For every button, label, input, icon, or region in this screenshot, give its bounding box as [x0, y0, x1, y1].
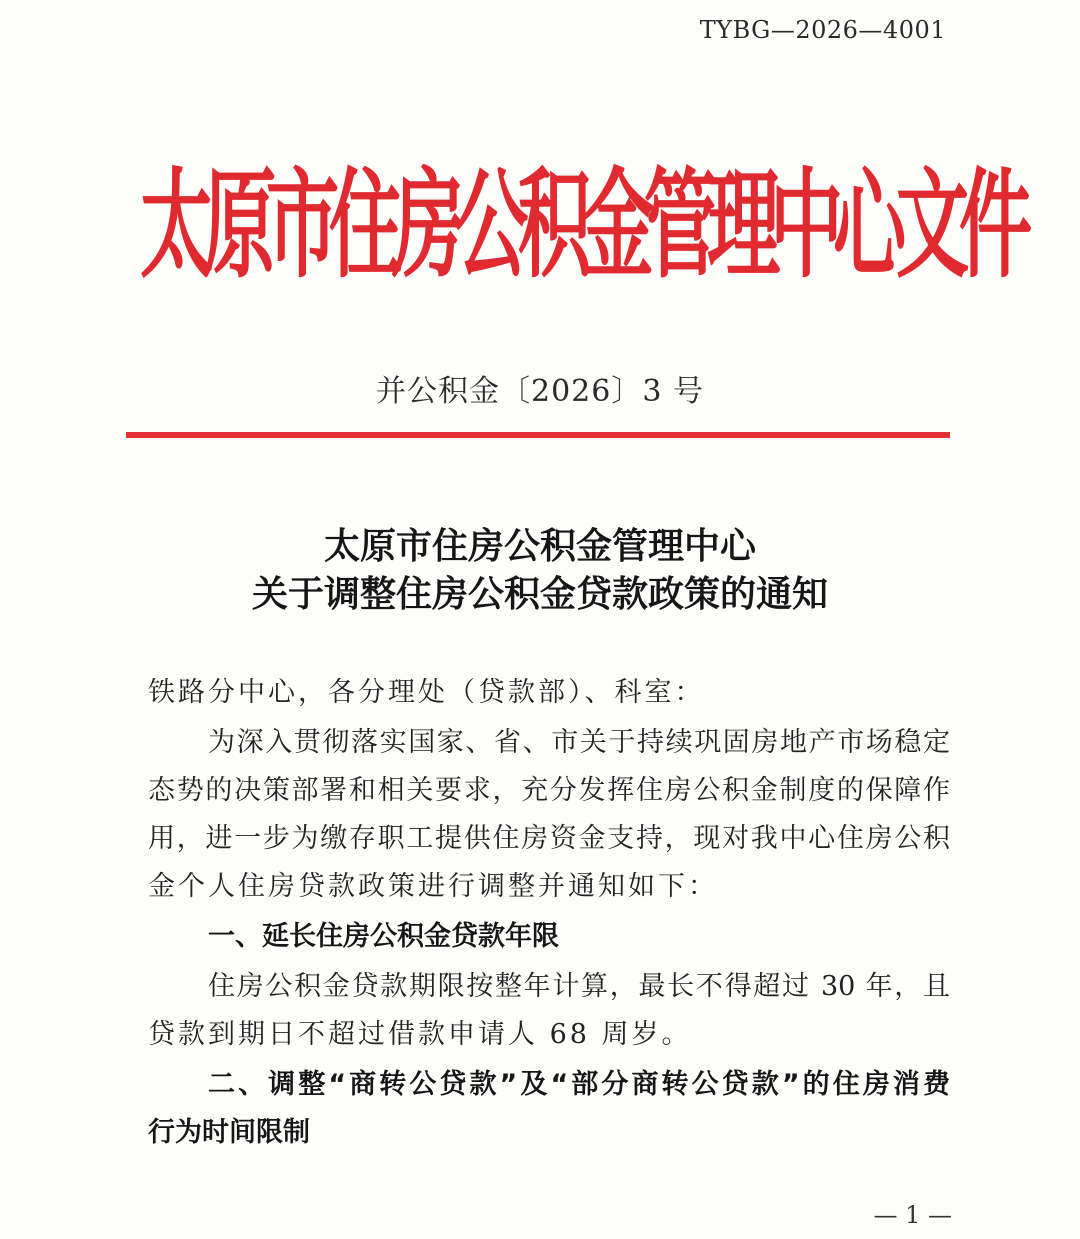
masthead-char: 理 — [706, 156, 781, 294]
intro-line: 为深入贯彻落实国家、省、市关于持续巩固房地产市场稳定 — [208, 727, 950, 758]
document-code: TYBG—2026—4001 — [699, 16, 946, 44]
intro-line: 态势的决策部署和相关要求，充分发挥住房公积金制度的保障作 — [148, 775, 950, 806]
page-number: — 1 — — [873, 1201, 952, 1229]
section-1-line: 贷款到期日不超过借款申请人 68 周岁。 — [148, 1019, 692, 1050]
masthead-char: 原 — [202, 156, 277, 294]
section-2-heading-cont: 行为时间限制 — [148, 1117, 310, 1148]
masthead-title — [128, 156, 1033, 294]
notice-title-line-2: 关于调整住房公积金贷款政策的通知 — [251, 574, 828, 615]
section-1-heading: 一、延长住房公积金贷款年限 — [208, 921, 559, 952]
masthead-char: 市 — [265, 156, 340, 294]
masthead-char: 住 — [328, 156, 403, 294]
masthead-char: 房 — [391, 156, 466, 294]
masthead-char: 太 — [139, 156, 214, 294]
masthead-char: 文 — [895, 156, 970, 294]
section-1-line: 住房公积金贷款期限按整年计算，最长不得超过 30 年，且 — [208, 971, 950, 1002]
addressee: 铁路分中心，各分理处（贷款部）、科室： — [148, 677, 705, 708]
section-2-heading: 二、调整“商转公贷款”及“部分商转公贷款”的住房消费 — [208, 1069, 950, 1100]
masthead-char: 管 — [643, 156, 718, 294]
masthead-char: 积 — [517, 156, 592, 294]
document-number: 并公积金〔2026〕3 号 — [376, 374, 704, 409]
notice-title-line-1: 太原市住房公积金管理中心 — [323, 526, 756, 567]
red-divider — [126, 432, 950, 438]
masthead-char: 公 — [454, 156, 529, 294]
intro-line: 用，进一步为缴存职工提供住房资金支持，现对我中心住房公积 — [148, 823, 950, 854]
masthead-char: 心 — [832, 156, 907, 294]
masthead-char: 金 — [580, 156, 655, 294]
masthead-char: 件 — [958, 156, 1033, 294]
intro-line: 金个人住房贷款政策进行调整并通知如下： — [148, 871, 718, 902]
masthead-char: 中 — [769, 156, 844, 294]
